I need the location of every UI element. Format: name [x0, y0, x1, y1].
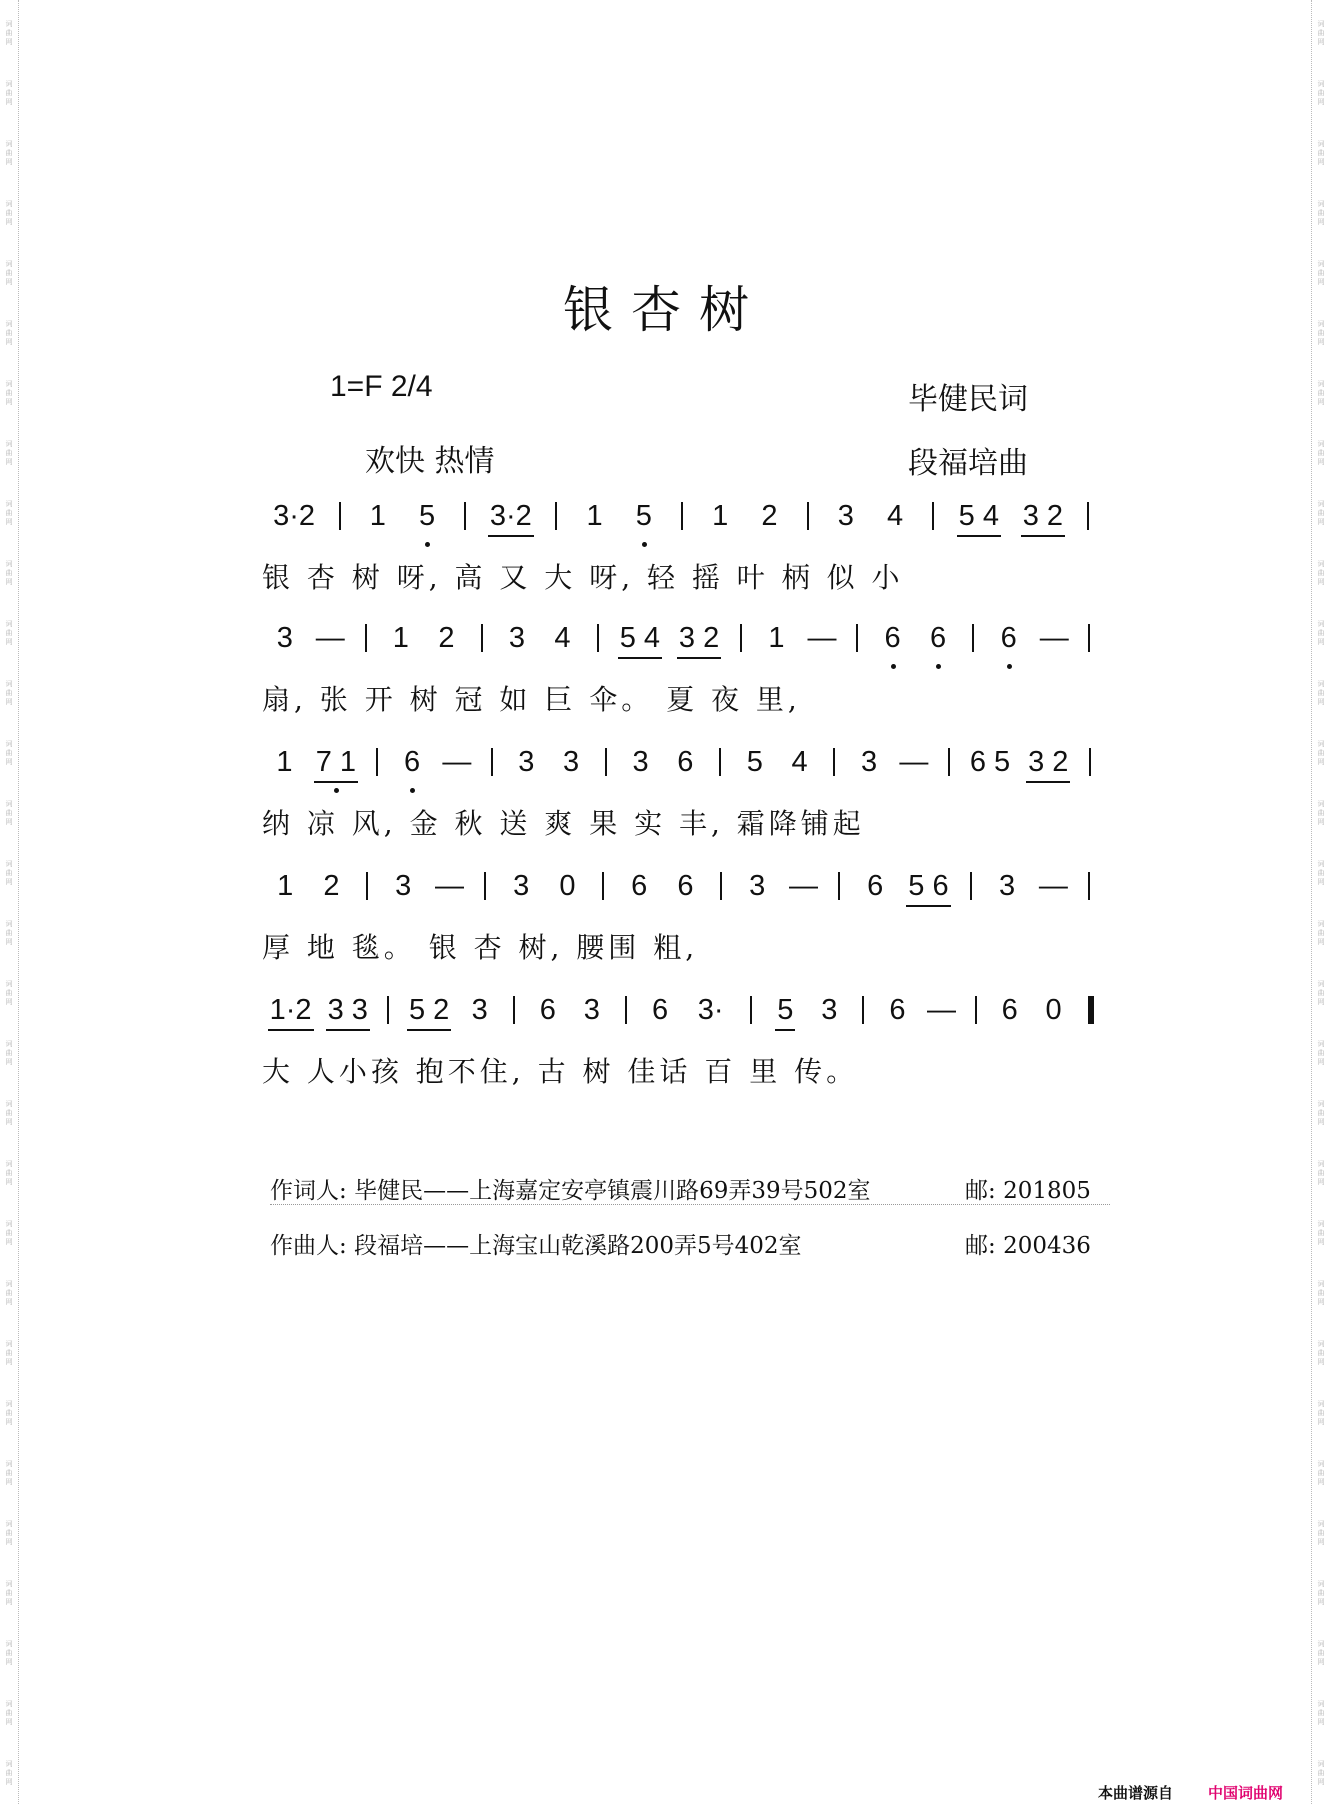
- barline: [339, 502, 341, 530]
- watermark-mark: 词曲网: [1317, 320, 1325, 346]
- watermark-mark: 词曲网: [1317, 1760, 1325, 1786]
- note: 1: [768, 622, 785, 654]
- watermark-mark: 词曲网: [5, 620, 13, 646]
- watermark-mark: 词曲网: [5, 1760, 13, 1786]
- lyricist-postal-code: 201805: [1003, 1178, 1091, 1204]
- composer-address: [270, 1227, 802, 1260]
- watermark-mark: 词曲网: [1317, 140, 1325, 166]
- lyricist-credit: 毕健民词: [908, 382, 1028, 417]
- watermark-mark: 词曲网: [1317, 1400, 1325, 1426]
- barline: [720, 872, 722, 900]
- note: 0: [559, 870, 576, 902]
- low-octave-dot: [334, 788, 339, 793]
- barline: [481, 624, 483, 652]
- note: 3: [583, 994, 600, 1026]
- barline: [1087, 502, 1089, 530]
- barline: [970, 872, 972, 900]
- watermark-mark: 词曲网: [1317, 980, 1325, 1006]
- watermark-mark: 词曲网: [1317, 1040, 1325, 1066]
- watermark-mark: 词曲网: [1317, 1280, 1325, 1306]
- eighth-beam: [1026, 781, 1070, 783]
- watermark-mark: 词曲网: [5, 440, 13, 466]
- watermark-mark: 词曲网: [1317, 1640, 1325, 1666]
- note: 3: [749, 870, 766, 902]
- low-octave-dot: [936, 664, 941, 669]
- watermark-mark: 词曲网: [1317, 860, 1325, 886]
- note-extension: —: [899, 746, 929, 778]
- barline: [602, 872, 604, 900]
- note-extension: —: [434, 870, 464, 902]
- note: 4: [554, 622, 571, 654]
- note: 6: [867, 870, 884, 902]
- barline: [464, 502, 466, 530]
- barline: [838, 872, 840, 900]
- watermark-mark: 词曲网: [1317, 800, 1325, 826]
- eighth-beam: [314, 781, 358, 783]
- watermark-mark: 词曲网: [5, 560, 13, 586]
- barline: [376, 748, 378, 776]
- note: 5: [418, 500, 436, 532]
- lyricist-address: [270, 1172, 871, 1205]
- note: 6: [884, 622, 901, 654]
- note: 3: [632, 746, 649, 778]
- composer-credit: 段福培曲: [908, 446, 1028, 481]
- note: 1: [276, 746, 293, 778]
- barline: [491, 748, 493, 776]
- eighth-beam: [326, 1029, 370, 1031]
- barline: [975, 996, 977, 1024]
- watermark-mark: 词曲网: [1317, 200, 1325, 226]
- note: 6: [404, 746, 421, 778]
- watermark-mark: 词曲网: [1317, 500, 1325, 526]
- barline: [862, 996, 864, 1024]
- barline: [484, 872, 486, 900]
- lyricist-address-label: 作词人:: [270, 1178, 347, 1204]
- barline: [605, 748, 607, 776]
- barline: [972, 624, 974, 652]
- watermark-mark: 词曲网: [1317, 740, 1325, 766]
- barline: [948, 748, 950, 776]
- note: 4: [791, 746, 808, 778]
- watermark-mark: 词曲网: [5, 140, 13, 166]
- composer-address-label: 作曲人:: [270, 1233, 347, 1259]
- note: 1: [586, 500, 603, 532]
- note: 3 2: [678, 622, 720, 654]
- note: 7 1: [315, 746, 357, 778]
- watermark-mark: 词曲网: [5, 1040, 13, 1066]
- barline: [932, 502, 934, 530]
- watermark-mark: 词曲网: [1317, 620, 1325, 646]
- barline: [681, 502, 683, 530]
- watermark-mark: 词曲网: [5, 20, 13, 46]
- lyrics-line: 纳 凉 风, 金 秋 送 爽 果 实 丰, 霜降铺起: [262, 807, 865, 840]
- lyrics-line: 厚 地 毯。 银 杏 树, 腰围 粗,: [262, 931, 699, 964]
- low-octave-dot: [425, 542, 430, 547]
- watermark-mark: 词曲网: [5, 860, 13, 886]
- note: 3·: [697, 994, 724, 1026]
- composer-address-text: 段福培——上海宝山乾溪路200弄5号402室: [354, 1233, 802, 1259]
- note-extension: —: [1038, 870, 1068, 902]
- note: 6: [930, 622, 947, 654]
- barline: [513, 996, 515, 1024]
- watermark-mark: 词曲网: [5, 200, 13, 226]
- note-extension: —: [315, 622, 345, 654]
- note: 3 2: [1028, 746, 1069, 778]
- credit-divider: [270, 1204, 1110, 1205]
- watermark-mark: 词曲网: [5, 1400, 13, 1426]
- eighth-beam: [407, 1029, 451, 1031]
- note: 3 3: [327, 994, 368, 1026]
- watermark-mark: 词曲网: [1317, 1160, 1325, 1186]
- note-extension: —: [807, 622, 837, 654]
- key-signature: 1=F 2/4: [330, 370, 433, 403]
- note: 3: [508, 622, 526, 654]
- watermark-mark: 词曲网: [5, 1160, 13, 1186]
- barline: [750, 996, 752, 1024]
- eighth-beam: [775, 1029, 795, 1031]
- note: 5 6: [908, 870, 949, 902]
- barline: [1089, 748, 1091, 776]
- note: 5: [777, 994, 794, 1026]
- note: 6: [631, 870, 648, 902]
- watermark-mark: 词曲网: [5, 680, 13, 706]
- note: 6: [1000, 622, 1017, 654]
- lyrics-line: 银 杏 树 呀, 高 又 大 呀, 轻 摇 叶 柄 似 小: [262, 561, 904, 594]
- tempo-marking: 欢快 热情: [365, 444, 495, 479]
- eighth-beam: [618, 657, 662, 659]
- note: 5: [635, 500, 652, 532]
- watermark-mark: 词曲网: [5, 1460, 13, 1486]
- composer-postal-code: 200436: [1003, 1233, 1091, 1259]
- note: 3 2: [1022, 500, 1064, 532]
- note: 4: [887, 500, 904, 532]
- lyricist-postal-label: 邮:: [965, 1178, 996, 1204]
- note: 1: [369, 500, 386, 532]
- lyrics-line: 扇, 张 开 树 冠 如 巨 伞。 夏 夜 里,: [262, 683, 801, 716]
- watermark-mark: 词曲网: [5, 1640, 13, 1666]
- eighth-beam: [1021, 535, 1065, 537]
- note: 3: [837, 500, 854, 532]
- watermark-mark: 词曲网: [1317, 1520, 1325, 1546]
- barline: [366, 872, 368, 900]
- lyricist-address-text: 毕健民——上海嘉定安亭镇震川路69弄39号502室: [354, 1178, 871, 1204]
- watermark-mark: 词曲网: [5, 1100, 13, 1126]
- note: 6: [677, 870, 694, 902]
- eighth-beam: [488, 535, 534, 537]
- barline: [856, 624, 858, 652]
- note: 2: [761, 500, 778, 532]
- watermark-mark: 词曲网: [5, 1580, 13, 1606]
- watermark-mark: 词曲网: [1317, 80, 1325, 106]
- watermark-mark: 词曲网: [5, 800, 13, 826]
- note: 3: [471, 994, 488, 1026]
- note: 3: [518, 746, 535, 778]
- barline: [807, 502, 809, 530]
- note: 1: [712, 500, 729, 532]
- composer-postal: [965, 1227, 1091, 1260]
- watermark-mark: 词曲网: [5, 1340, 13, 1366]
- watermark-mark: 词曲网: [1317, 440, 1325, 466]
- watermark-mark: 词曲网: [5, 1700, 13, 1726]
- watermark-mark: 词曲网: [1317, 560, 1325, 586]
- composer-postal-label: 邮:: [965, 1233, 996, 1259]
- note: 3: [513, 870, 530, 902]
- barline: [719, 748, 721, 776]
- song-title: 银杏树: [563, 281, 767, 339]
- barline: [387, 996, 389, 1024]
- watermark-mark: 词曲网: [5, 320, 13, 346]
- barline: [1088, 872, 1090, 900]
- eighth-beam: [906, 905, 950, 907]
- barline: [365, 624, 367, 652]
- note: 6: [677, 746, 694, 778]
- watermark-mark: 词曲网: [1317, 1100, 1325, 1126]
- note: 5 2: [408, 994, 450, 1026]
- watermark-mark: 词曲网: [1317, 260, 1325, 286]
- watermark-mark: 词曲网: [5, 260, 13, 286]
- low-octave-dot: [891, 664, 896, 669]
- low-octave-dot: [1007, 664, 1012, 669]
- barline: [740, 624, 742, 652]
- note-extension: —: [788, 870, 818, 902]
- note: 2: [323, 870, 340, 902]
- barline: [833, 748, 835, 776]
- watermark-mark: 词曲网: [1317, 1340, 1325, 1366]
- watermark-mark: 词曲网: [1317, 380, 1325, 406]
- barline: [1088, 624, 1090, 652]
- watermark-mark: 词曲网: [5, 1520, 13, 1546]
- note: 6: [889, 994, 906, 1026]
- eighth-beam: [268, 1029, 314, 1031]
- watermark-mark: 词曲网: [1317, 20, 1325, 46]
- watermark-mark: 词曲网: [5, 740, 13, 766]
- low-octave-dot: [642, 542, 647, 547]
- watermark-mark: 词曲网: [5, 980, 13, 1006]
- note: 2: [438, 622, 455, 654]
- low-octave-dot: [410, 788, 415, 793]
- watermark-mark: 词曲网: [5, 80, 13, 106]
- barline: [1088, 996, 1094, 1024]
- note: 3: [999, 870, 1016, 902]
- watermark-mark: 词曲网: [5, 380, 13, 406]
- note: 6: [1001, 994, 1018, 1026]
- note-extension: —: [926, 994, 956, 1026]
- lyrics-line: 大 人小孩 抱不住, 古 树 佳话 百 里 传。: [262, 1055, 859, 1088]
- watermark-mark: 词曲网: [1317, 1580, 1325, 1606]
- note: 6: [651, 994, 669, 1026]
- watermark-mark: 词曲网: [5, 500, 13, 526]
- eighth-beam: [957, 535, 1001, 537]
- watermark-mark: 词曲网: [1317, 1220, 1325, 1246]
- note: 5: [746, 746, 763, 778]
- note: 1: [277, 870, 294, 902]
- note: 6: [539, 994, 556, 1026]
- watermark-mark: 词曲网: [1317, 1460, 1325, 1486]
- note: 5 4: [958, 500, 999, 532]
- watermark-mark: 词曲网: [1317, 1700, 1325, 1726]
- barline: [555, 502, 557, 530]
- note: 0: [1045, 994, 1062, 1026]
- barline: [625, 996, 627, 1024]
- note: 1·2: [269, 994, 312, 1026]
- note: 3: [276, 622, 293, 654]
- note: 1: [392, 622, 409, 654]
- note: 3: [563, 746, 580, 778]
- source-site-link[interactable]: 中国词曲网: [1208, 1784, 1284, 1802]
- note-extension: —: [442, 746, 472, 778]
- note-extension: —: [1039, 622, 1069, 654]
- note: 3·2: [489, 500, 532, 532]
- note: 3: [860, 746, 878, 778]
- watermark-mark: 词曲网: [1317, 680, 1325, 706]
- note: 3·2: [273, 500, 315, 532]
- note: 3: [821, 994, 838, 1026]
- watermark-mark: 词曲网: [1317, 920, 1325, 946]
- barline: [597, 624, 599, 652]
- watermark-mark: 词曲网: [5, 1280, 13, 1306]
- note: 3: [395, 870, 412, 902]
- note: 5 4: [619, 622, 661, 654]
- watermark-mark: 词曲网: [5, 1220, 13, 1246]
- source-label: 本曲谱源自: [1098, 1784, 1174, 1802]
- note: 6 5: [969, 746, 1011, 778]
- watermark-mark: 词曲网: [5, 920, 13, 946]
- eighth-beam: [677, 657, 721, 659]
- lyricist-postal: [965, 1172, 1091, 1205]
